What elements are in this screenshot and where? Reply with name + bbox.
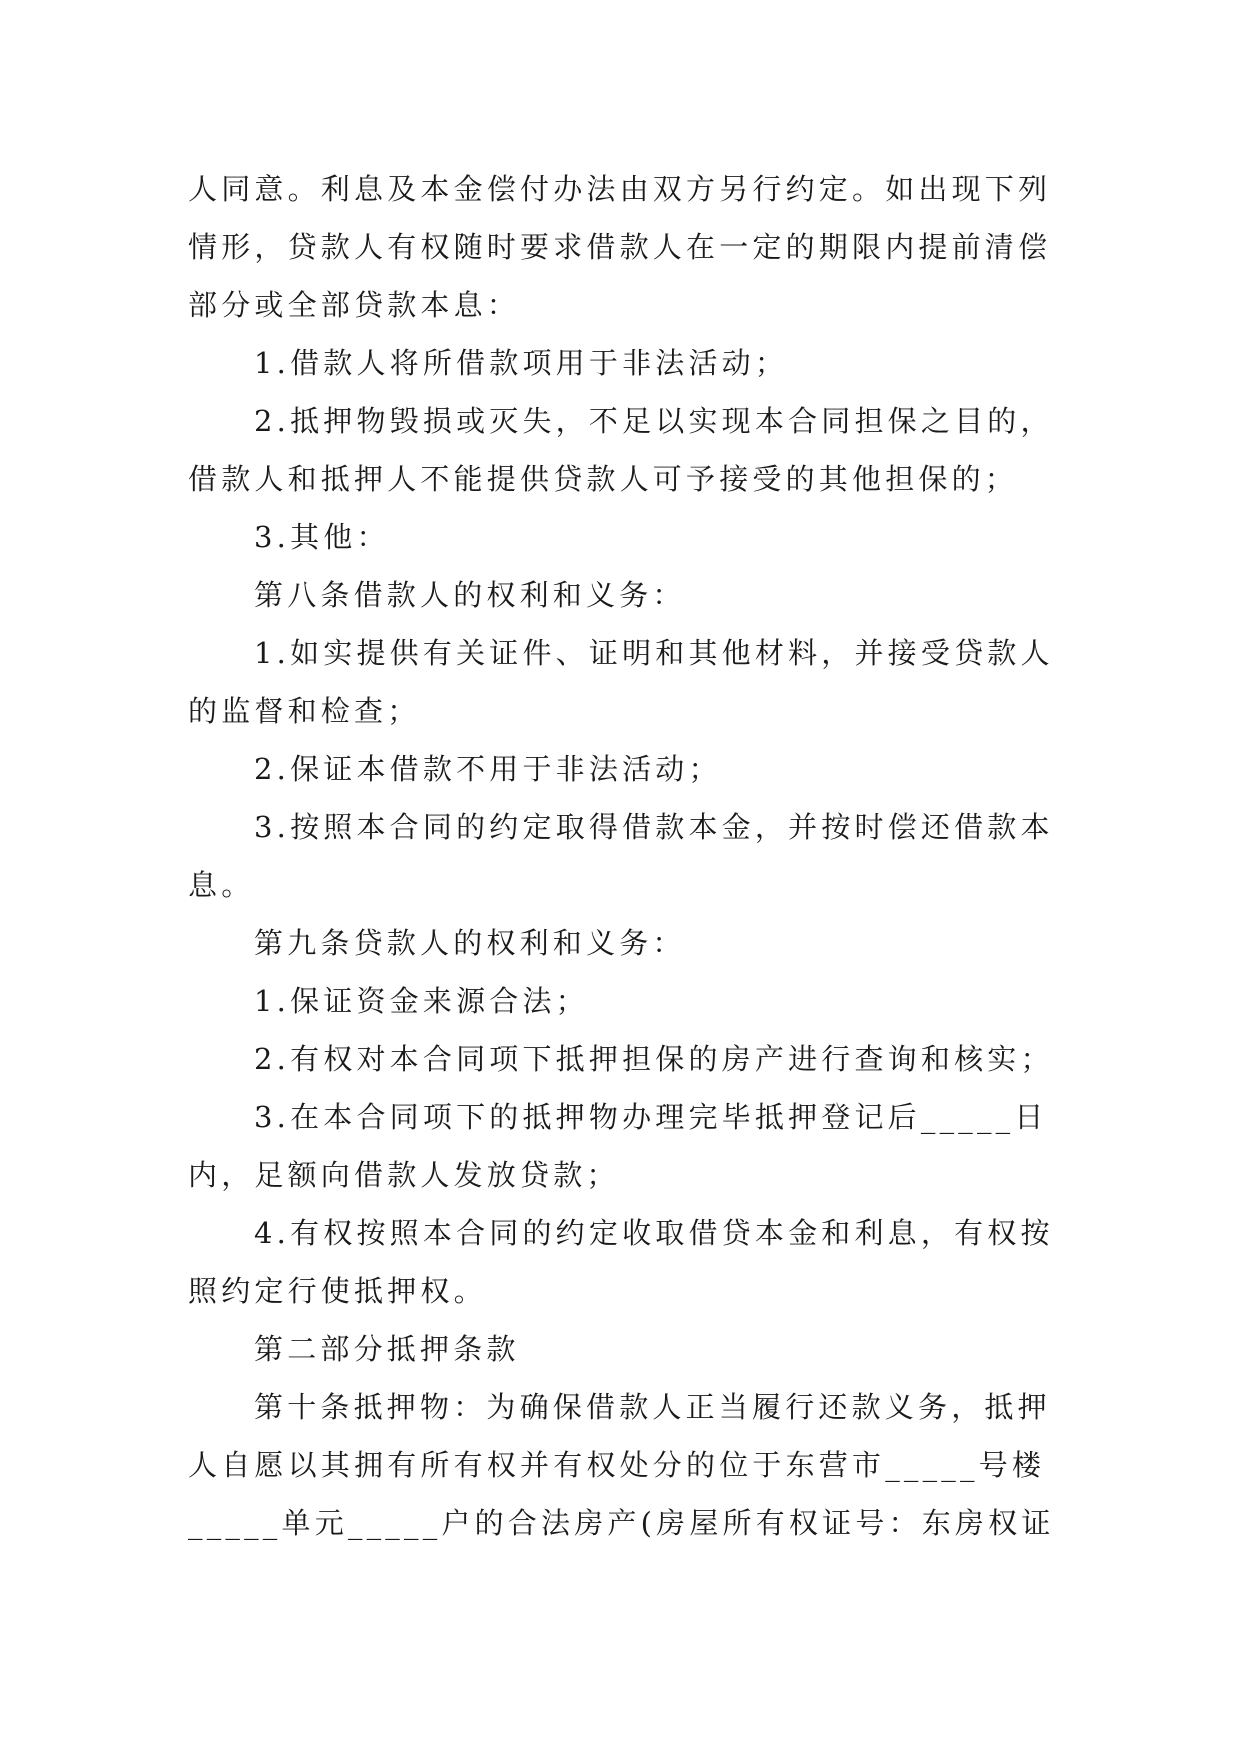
text-line: 2.有权对本合同项下抵押担保的房产进行查询和核实； (254, 1042, 1054, 1076)
text-line: 3.在本合同项下的抵押物办理完毕抵押登记后_____日 (254, 1100, 1048, 1134)
text-line: 情形，贷款人有权随时要求借款人在一定的期限内提前清偿 (188, 230, 1052, 264)
text-line: 部分或全部贷款本息： (188, 288, 521, 322)
text-line: 第十条抵押物：为确保借款人正当履行还款义务，抵押 (254, 1390, 1051, 1424)
text-line: 人自愿以其拥有所有权并有权处分的位于东营市_____号楼 (188, 1448, 1046, 1482)
text-line: 内，足额向借款人发放贷款； (188, 1158, 620, 1192)
text-line: 2.抵押物毁损或灭失，不足以实现本合同担保之目的， (254, 404, 1054, 438)
text-line: 1.如实提供有关证件、证明和其他材料，并接受贷款人 (254, 636, 1054, 670)
text-line: 1.保证资金来源合法； (254, 984, 589, 1018)
text-line: 的监督和检查； (188, 694, 421, 728)
text-line: 3.其他： (254, 520, 390, 554)
text-line: 第八条借款人的权利和义务： (254, 578, 686, 612)
text-line: 4.有权按照本合同的约定收取借贷本金和利息，有权按 (254, 1216, 1054, 1250)
text-line: _____单元_____户的合法房产(房屋所有权证号：东房权证 (188, 1506, 1055, 1540)
text-line: 第二部分抵押条款 (254, 1332, 520, 1366)
text-line: 1.借款人将所借款项用于非法活动； (254, 346, 789, 380)
text-line: 2.保证本借款不用于非法活动； (254, 752, 722, 786)
text-line: 人同意。利息及本金偿付办法由双方另行约定。如出现下列 (188, 172, 1052, 206)
text-line: 第九条贷款人的权利和义务： (254, 926, 686, 960)
text-line: 借款人和抵押人不能提供贷款人可予接受的其他担保的； (188, 462, 1019, 496)
text-line: 息。 (188, 868, 255, 902)
document-body (188, 160, 1068, 1552)
text-line: 3.按照本合同的约定取得借款本金，并按时偿还借款本 (254, 810, 1054, 844)
text-line: 照约定行使抵押权。 (188, 1274, 487, 1308)
